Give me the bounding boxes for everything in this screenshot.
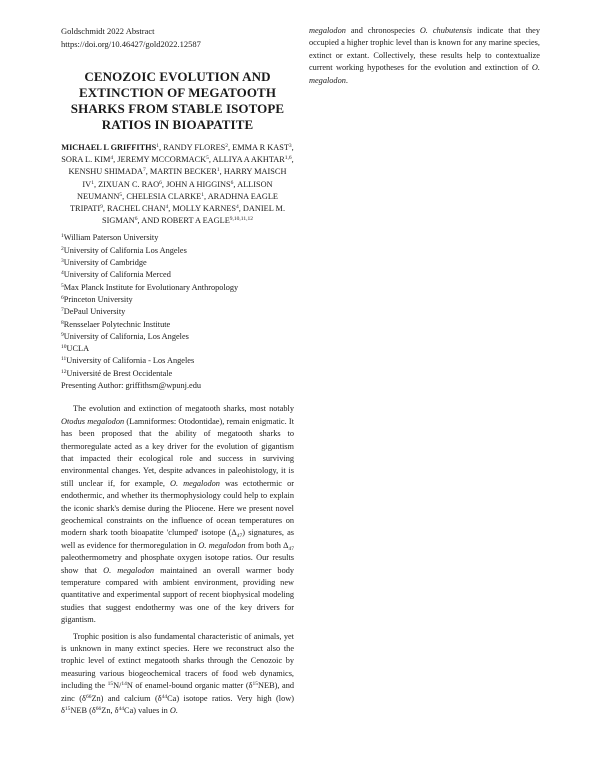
author-sup: 1 [91,179,94,186]
affiliation-item [61,257,294,269]
affiliation-name: DePaul University [63,307,126,317]
affiliation-sup: 9 [61,331,64,338]
affiliation-sup: 1 [61,233,64,240]
affiliation-sup: 4 [61,270,64,277]
author-name: EMMA R KAST [232,143,289,152]
affiliation-sup: 10 [61,344,67,351]
affiliation-name: University of California Merced [63,270,171,280]
author-name: CHELESIA CLARKE [126,191,202,201]
paper-title: CENOZOIC EVOLUTION AND EXTINCTION OF MEGATOOTH SHARKS FROM STABLE ISOTOPE RATIOS IN BIOAPATITE [70,69,285,132]
author-sup: 1 [156,143,159,149]
left-column [61,25,294,717]
author-name: ARADHNA EAGLE TRIPATI [69,191,278,214]
affiliation-sup: 7 [61,307,64,314]
affiliation-item [61,232,294,244]
affiliation-item [61,282,294,294]
paragraph-2-continued: megalodon and chronospecies O. chubutensis indicate that they occupied a higher trophic level than is known for any marine species, extinct or extant. Collectively, these results help to contextualize current working hypotheses for the evolution and extinction of O. megalodon. [309,26,540,85]
author-name: ROBERT A EAGLE [161,216,230,226]
author-sup: 5 [119,191,123,198]
affiliation-item [61,343,294,355]
author-name: DANIEL M. SIGMAN [102,204,286,226]
author-sup: 9 [100,204,103,211]
author-sup: 7 [142,167,146,174]
author-name: ZIXUAN C. RAO [98,179,160,189]
author-sup: 1 [216,167,220,174]
affiliation-name: University of California - Los Angeles [66,356,195,366]
author-name: KENSHU SHIMADA [68,167,143,177]
affiliation-name: University of Cambridge [63,258,147,268]
author-name: RACHEL CHAN [107,204,166,214]
affiliation-sup: 8 [61,319,64,326]
author-conjunction: AND [141,216,160,226]
author-name: MOLLY KARNES [172,204,237,214]
paragraph-1: The evolution and extinction of megatooth sharks, most notably Otodus megalodon (Lamniformes: Otodontidae), remain enigmatic. It has been proposed that the ability of megatooth sharks to thermoregulate acted as a key driver for the evolution of gigantism that impacted their ecological role and success in surviving environmental changes. Yet, despite advances in paleohistology, it is still unclear if, for example, O. megalodon was ectothermic or endothermic, and whether its thermophysiology could help to explain the iconic shark's demise during the Pliocene. Here we present novel geochemical constraints on the influence of ocean temperatures on modern shark tooth bioapatite 'clumped' isotope $(\Delta_{47})$ signatures, as well as evidence for thermoregulation in O. megalodon from both $\Delta_{47}$ paleothermometry and phosphate oxygen isotope ratios. Our results show that O. megalodon maintained an overall warmer body temperature compared with ambient environment, providing new quantitative and experimental support of recent biophysical modeling studies that suggest endothermy was one of the key drivers for gigantism. [61,404,295,625]
author-name: MARTIN BECKER [149,167,217,177]
doi-link[interactable]: https://doi.org/10.46427/gold2022.12587 [61,39,201,49]
affiliation-list [61,232,294,380]
right-column [309,25,540,87]
affiliation-sup: 3 [61,258,64,265]
affiliation-item [61,294,294,306]
author-list: MICHAEL L GRIFFITHS$^1$, RANDY FLORES$^2$, EMMA R KAST$^3$, SORA L. KIM$^4$, JEREMY MCCORMACK$^5$, ALLIYA A AKHTAR$^{1,6}$, KENSHU SHIMADA$^7$, MARTIN BECKER$^1$, HARRY MAISCH $IV^1$, ZIXUAN C. RAO$^6$, JOHN A HIGGINS$^6$, ALLISON NEUMANN$^5$, CHELESIA CLARKE$^1$, ARADHNA EAGLE TRIPATI$^9$, RACHEL CHAN$^4$, MOLLY KARNES$^4$, DANIEL M. SIGMAN$^6$, AND ROBERT A EAGLE$^{9,10,11,12}$ [61,143,294,226]
affiliation-name: Princeton University [63,294,133,304]
abstract-body [61,403,294,717]
affiliation-sup: 5 [61,282,64,289]
conference-label: Goldschmidt 2022 Abstract [61,26,155,36]
presenting-author: Presenting Author: griffithsm@wpunj.edu [61,380,201,390]
lead-author: MICHAEL L GRIFFITHS [61,143,157,152]
author-name: ALLISON NEUMANN [77,179,273,201]
author-name: ALLIYA A AKHTAR [212,155,285,165]
affiliation-name: Max Planck Institute for Evolutionary Anthropology [63,282,239,292]
affiliation-item [61,331,294,343]
author-name: SORA L. KIM [61,155,111,165]
author-name: JOHN A HIGGINS [166,179,231,189]
author-sup: 4 [110,155,114,162]
author-name: RANDY FLORES [163,143,226,152]
affiliation-item [61,355,294,367]
affiliation-item [61,245,294,257]
affiliation-item [61,269,294,281]
author-name: JEREMY MCCORMACK [117,155,207,165]
affiliation-sup: 12 [61,368,67,375]
author-sup: 6 [134,216,138,223]
affiliation-name: UCLA [66,344,90,354]
affiliation-item [61,319,294,331]
affiliation-name: William Paterson University [63,233,159,243]
paragraph-2: Trophic position is also fundamental characteristic of animals, yet is unknown in many extinct species. Here we reconstruct also the trophic level of extinct megatooth sharks through the Cenozoic by measuring various biogeochemical tracers of food web dynamics, including the $^{15}$N/$^{14}$N of enamel-bound organic matter $(\delta^{15}NEB)$, and zinc $(\delta^{66}Zn)$ and calcium $(\delta^{44}Ca)$ isotope ratios. Very high (low) $\delta^{15}NEB$ ($\delta^{66}Zn$, $\delta^{44}Ca$) values in O. [61,631,294,716]
author-sup: 2 [225,143,229,149]
affiliation-sup: 11 [61,356,67,363]
abstract-body-continued [309,25,540,87]
affiliation-item [61,306,294,318]
author-sup: 6 [159,179,162,186]
affiliation-name: Rensselaer Polytechnic Institute [63,319,171,329]
author-sup: 4 [165,204,169,211]
affiliation-sup: 2 [61,245,64,252]
affiliation-item [61,368,294,380]
author-name: HARRY MAISCH IV [82,167,287,189]
affiliation-name: University of California Los Angeles [63,245,187,255]
author-sup: 1 [201,191,204,198]
affiliation-name: Université de Brest Occidentale [66,368,173,378]
author-sup: 6 [230,179,234,186]
affiliation-name: University of California, Los Angeles [63,331,189,341]
author-sup: 1,6 [284,155,292,162]
author-sup: 5 [206,155,209,162]
author-sup: 3 [288,143,292,149]
affiliation-sup: 6 [61,294,64,301]
author-sup: 9,10,11,12 [229,216,253,223]
author-sup: 4 [236,204,239,211]
